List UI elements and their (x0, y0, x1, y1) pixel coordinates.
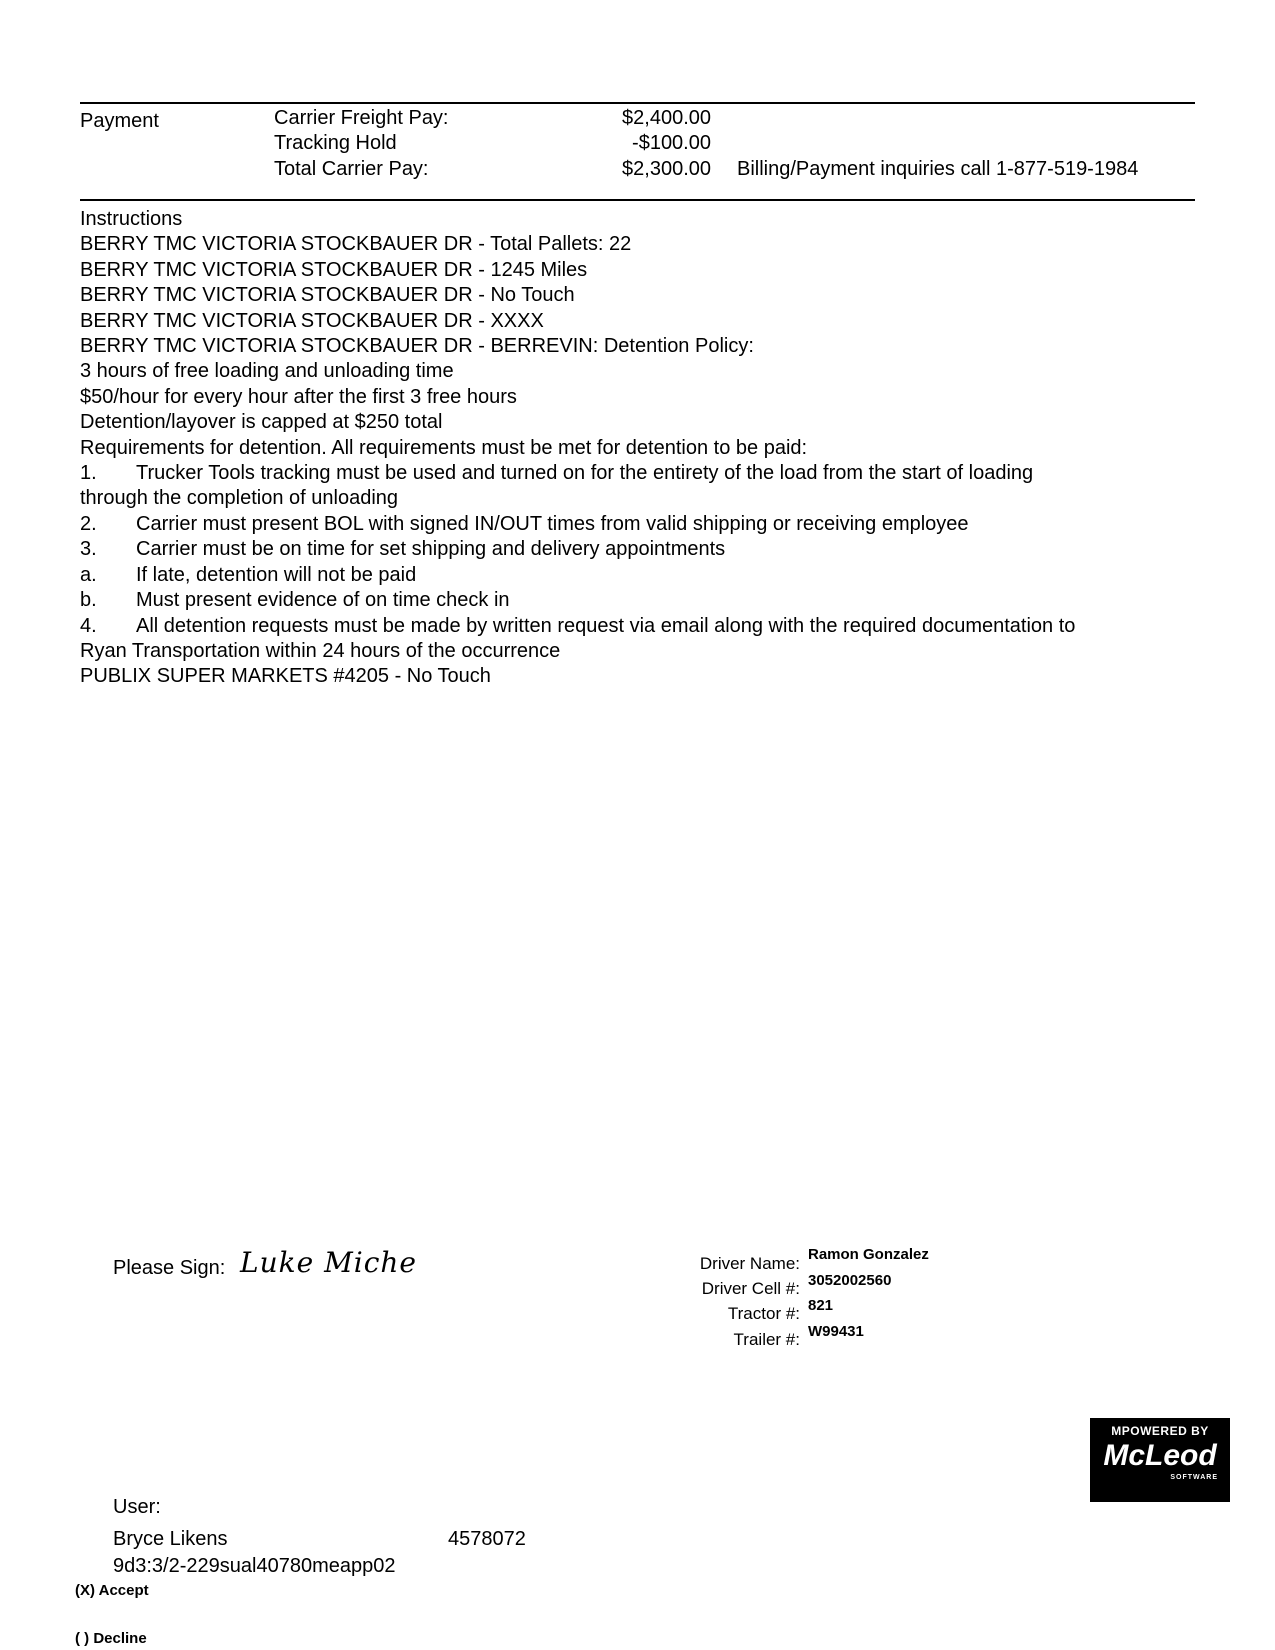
tracking-hold-amount: -$100.00 (632, 132, 711, 154)
logo-powered-by: MPOWERED BY (1111, 1424, 1209, 1438)
driver-cell-label: Driver Cell #: (701, 1279, 800, 1298)
requirement-item (80, 588, 1200, 613)
logo-brand: McLeod (1103, 1439, 1217, 1472)
logo-software: SOFTWARE (1170, 1474, 1218, 1481)
total-carrier-pay-amount: $2,300.00 (622, 158, 711, 180)
instruction-line: BERRY TMC VICTORIA STOCKBAUER DR - Total Pallets: 22 (80, 233, 632, 256)
billing-inquiry-note: Billing/Payment inquiries call 1-877-519-1984 (737, 158, 1139, 180)
tractor-value: 821 (808, 1297, 834, 1314)
requirement-number: b. (80, 589, 97, 612)
decline-option[interactable]: ( ) Decline (75, 1630, 147, 1647)
requirement-text: Trucker Tools tracking must be used and turned on for the entirety of the load from the start of loading (136, 462, 1034, 485)
driver-name-label: Driver Name: (699, 1254, 800, 1273)
instructions-heading: Instructions (80, 208, 183, 230)
requirement-item (80, 512, 1200, 537)
instruction-line: BERRY TMC VICTORIA STOCKBAUER DR - XXXX (80, 309, 544, 332)
carrier-freight-pay-label: Carrier Freight Pay: (274, 107, 449, 129)
requirement-text: If late, detention will not be paid (136, 563, 417, 586)
requirement-number: 3. (80, 538, 97, 561)
requirement-item (80, 461, 1200, 486)
requirement-number: 1. (80, 462, 97, 485)
requirement-number: 4. (80, 614, 97, 637)
user-name: Bryce Likens (113, 1528, 228, 1550)
mcleod-logo (1090, 1418, 1230, 1502)
requirement-continuation: Ryan Transportation within 24 hours of the occurrence (80, 639, 561, 662)
instruction-final-line: PUBLIX SUPER MARKETS #4205 - No Touch (80, 665, 491, 688)
requirement-text: All detention requests must be made by written request via email along with the required documentation to (136, 614, 1076, 637)
driver-name-value: Ramon Gonzalez (808, 1246, 929, 1263)
requirement-item (80, 563, 1200, 588)
requirement-number: a. (80, 563, 97, 586)
requirement-item (80, 614, 1200, 639)
requirement-text: Must present evidence of on time check in (136, 589, 510, 612)
user-label: User: (113, 1496, 161, 1518)
requirement-text: Carrier must be on time for set shipping and delivery appointments (136, 538, 726, 561)
instructions-block (80, 207, 1200, 690)
signature-field[interactable]: Luke Miche (240, 1246, 417, 1279)
requirement-number: 2. (80, 512, 97, 535)
instruction-line: 3 hours of free loading and unloading time (80, 360, 454, 383)
driver-cell-value: 3052002560 (808, 1272, 892, 1289)
trailer-label: Trailer #: (733, 1330, 800, 1349)
instruction-line: BERRY TMC VICTORIA STOCKBAUER DR - BERREVIN: Detention Policy: (80, 335, 754, 358)
trailer-value: W99431 (808, 1323, 864, 1340)
carrier-freight-pay-amount: $2,400.00 (622, 107, 711, 129)
accept-option[interactable]: (X) Accept (75, 1582, 149, 1599)
top-rule (80, 102, 1195, 104)
tracking-hold-label: Tracking Hold (274, 132, 397, 154)
sign-label: Please Sign: (113, 1257, 226, 1279)
payment-label: Payment (80, 110, 159, 132)
instruction-line: $50/hour for every hour after the first 3 free hours (80, 385, 517, 408)
instruction-line: Detention/layover is capped at $250 total (80, 411, 443, 434)
requirement-text: Carrier must present BOL with signed IN/OUT times from valid shipping or receiving employee (136, 512, 969, 535)
requirement-item (80, 537, 1200, 562)
user-id: 4578072 (448, 1528, 526, 1550)
user-meta: 9d3:3/2-229sual40780meapp02 (113, 1555, 396, 1577)
middle-rule (80, 199, 1195, 201)
instruction-line: Requirements for detention. All requirements must be met for detention to be paid: (80, 436, 808, 459)
total-carrier-pay-label: Total Carrier Pay: (274, 158, 429, 180)
requirement-continuation: through the completion of unloading (80, 487, 399, 510)
instruction-line: BERRY TMC VICTORIA STOCKBAUER DR - 1245 Miles (80, 258, 588, 281)
tractor-label: Tractor #: (727, 1304, 800, 1323)
instruction-line: BERRY TMC VICTORIA STOCKBAUER DR - No Touch (80, 284, 575, 307)
